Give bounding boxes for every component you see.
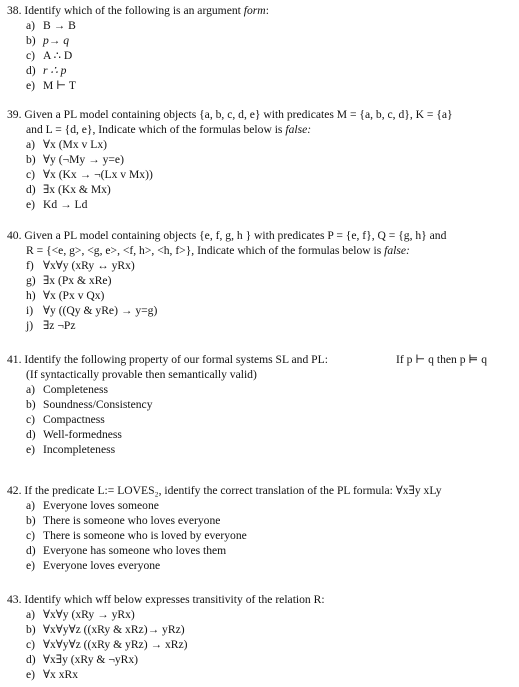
option-c[interactable]: c) ∀x (Kx → ¬(Lx v Mx))	[26, 168, 153, 181]
options-list	[7, 607, 517, 682]
option-b[interactable]: b) There is someone who loves everyone	[26, 514, 221, 527]
question-stem: 43. Identify which wff below expresses transitivity of the relation R:	[7, 593, 325, 606]
option-f[interactable]: f) ∀x∀y (xRy ↔ yRx)	[26, 259, 135, 272]
option-d[interactable]: d) ∃x (Kx & Mx)	[26, 183, 111, 196]
option-e[interactable]: e) Everyone loves everyone	[26, 559, 161, 572]
option-j[interactable]: j) ∃z ¬Pz	[26, 319, 76, 332]
options-list	[7, 137, 517, 212]
question-stem: 38. Identify which of the following is an argument form:	[7, 4, 269, 17]
question-38	[7, 3, 517, 93]
option-a[interactable]: a) Everyone loves someone	[26, 499, 159, 512]
option-e[interactable]: e) Kd → Ld	[26, 198, 88, 211]
option-b[interactable]: b) p→ q	[26, 34, 70, 47]
option-a[interactable]: a) B → B	[26, 19, 76, 32]
option-c[interactable]: c) A ∴ D	[26, 49, 73, 62]
question-stem: 42. If the predicate L:= LOVES₂, identify the correct translation of the PL formula: ∀x∃y xLy	[7, 484, 442, 497]
option-c[interactable]: c) Compactness	[26, 413, 105, 426]
question-39	[7, 107, 517, 212]
options-list	[7, 258, 517, 333]
option-g[interactable]: g) ∃x (Px & xRe)	[26, 274, 112, 287]
question-stem: 39. Given a PL model containing objects {a, b, c, d, e} with predicates M = {a, b, c, d}, K = {a}	[7, 108, 453, 121]
question-stem: 41. Identify the following property of our formal systems SL and PL:	[7, 353, 328, 366]
options-list	[7, 498, 517, 573]
option-a[interactable]: a) ∀x∀y (xRy → yRx)	[26, 608, 135, 621]
option-e[interactable]: e) M ⊢ T	[26, 79, 76, 92]
option-a[interactable]: a) Completeness	[26, 383, 109, 396]
options-list	[7, 18, 517, 93]
question-43	[7, 592, 517, 682]
option-i[interactable]: i) ∀y ((Qy & yRe) → y=g)	[26, 304, 158, 317]
option-d[interactable]: d) r ∴ p	[26, 64, 67, 77]
option-b[interactable]: b) ∀x∀y∀z ((xRy & xRz)→ yRz)	[26, 623, 185, 636]
option-c[interactable]: c) There is someone who is loved by everyone	[26, 529, 247, 542]
option-e[interactable]: e) Incompleteness	[26, 443, 116, 456]
question-42	[7, 483, 517, 573]
question-stem: 40. Given a PL model containing objects {e, f, g, h } with predicates P = {e, f}, Q = {g, h} and	[7, 229, 447, 242]
question-stem-continued: R = {<e, g>, <g, e>, <f, h>, <h, f>}, Indicate which of the formulas below is false:	[26, 244, 410, 257]
question-41	[7, 352, 517, 457]
option-a[interactable]: a) ∀x (Mx v Lx)	[26, 138, 107, 151]
property-statement: If p ⊢ q then p ⊨ q	[396, 353, 488, 366]
option-c[interactable]: c) ∀x∀y∀z ((xRy & yRz) → xRz)	[26, 638, 188, 651]
options-list	[7, 382, 517, 457]
option-d[interactable]: d) Everyone has someone who loves them	[26, 544, 227, 557]
option-b[interactable]: b) ∀y (¬My → y=e)	[26, 153, 124, 166]
option-h[interactable]: h) ∀x (Px v Qx)	[26, 289, 105, 302]
option-e[interactable]: e) ∀x xRx	[26, 668, 79, 681]
option-b[interactable]: b) Soundness/Consistency	[26, 398, 153, 411]
option-d[interactable]: d) Well-formedness	[26, 428, 122, 441]
question-stem-continued: (If syntactically provable then semantically valid)	[26, 368, 257, 381]
question-stem-continued: and L = {d, e}, Indicate which of the formulas below is false:	[26, 123, 312, 136]
question-40	[7, 228, 517, 333]
option-d[interactable]: d) ∀x∃y (xRy & ¬yRx)	[26, 653, 139, 666]
